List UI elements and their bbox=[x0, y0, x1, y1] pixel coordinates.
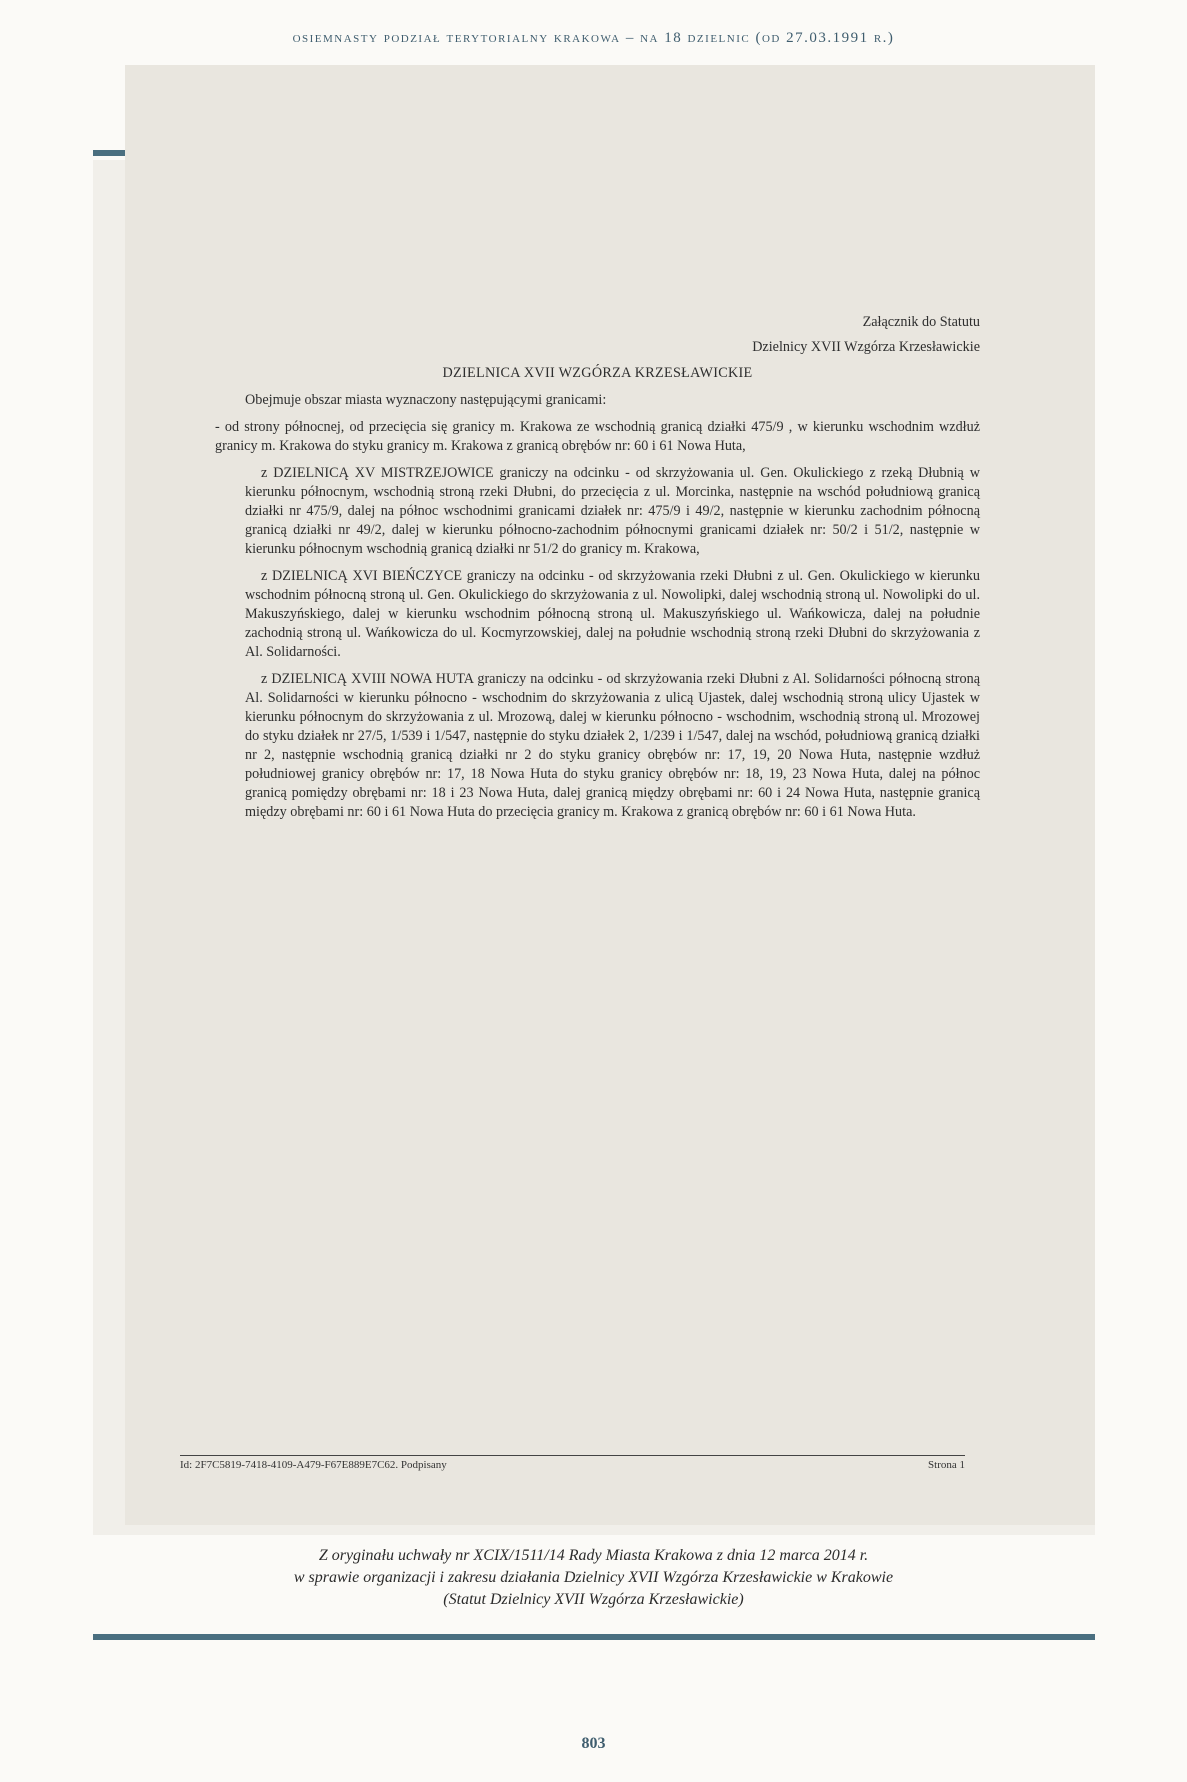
document-footer-rule bbox=[180, 1455, 965, 1456]
lead-sentence: Obejmuje obszar miasta wyznaczony następującymi granicami: bbox=[245, 392, 607, 408]
attachment-note bbox=[215, 310, 980, 360]
caption-line-2: w sprawie organizacji i zakresu działania Dzielnicy XVII Wzgórza Krzesławickie w Krakowie bbox=[293, 1569, 894, 1586]
bottom-rule bbox=[93, 1634, 1095, 1640]
boundary-paragraph-bienczyce: z DZIELNICĄ XVI BIEŃCZYCE graniczy na odcinku - od skrzyżowania rzeki Dłubni z ul. Gen. Okulickiego w kierunku wschodnim północną stroną ul. Gen. Okulickiego do skrzyżowania z ul. Nowolipki, dalej wschodnią stroną ul. Nowolipki do ul. Makuszyńskiego, dalej w kierunku wschodnim północną stroną ul. Makuszyńskiego ul. Wańkowicza, dalej na południe zachodnią stroną ul. Wańkowicza do ul. Kocmyrzowskiej, dalej na południe wschodnią stroną rzeki Dłubni do skrzyżowania z Al. Solidarności. bbox=[245, 568, 980, 660]
source-caption bbox=[0, 1545, 1187, 1611]
attachment-line-1: Załącznik do Statutu bbox=[862, 314, 980, 330]
caption-line-3: (Statut Dzielnicy XVII Wzgórza Krzesławickie) bbox=[443, 1591, 744, 1608]
running-head: osiemnasty podział terytorialny krakowa – na 18 dzielnic (od 27.03.1991 r.) bbox=[292, 30, 895, 46]
boundary-paragraph-nowa-huta: z DZIELNICĄ XVIII NOWA HUTA graniczy na odcinku - od skrzyżowania rzeki Dłubni z Al. Solidarności północną stroną Al. Solidarności w kierunku północno - wschodnim do skrzyżowania z ulicą Ujastek, dalej wschodnią stroną ulicy Ujastek w kierunku północnym do skrzyżowania z ul. Mrozową, dalej w kierunku północno - wschodnim, wschodnią stroną ul. Mrozowej do styku działek nr 27/5, 1/539 i 1/547, następnie do styku działek 2, 1/239 i 1/547, dalej na wschód, południową granicą działki nr 2, następnie wschodnią granicą działki nr 2 do styku granicy obrębów nr: 17, 19, 20 Nowa Huta, następnie wzdłuż południowej granicy obrębów nr: 17, 18 Nowa Huta do styku granicy obrębów nr: 18, 19, 23 Nowa Huta, dalej na północ granicą pomiędzy obrębami nr: 18 i 23 Nowa Huta, dalej granicą między obrębami nr: 60 i 24 Nowa Huta, następnie granicą między obrębami nr: 60 i 61 Nowa Huta do przecięcia granicy m. Krakowa z granicą obrębów nr: 60 i 61 Nowa Huta. bbox=[245, 671, 980, 820]
boundary-paragraph-north: - od strony północnej, od przecięcia się granicy m. Krakowa ze wschodnią granicą działki 475/9 , w kierunku wschodnim wzdłuż granicy m. Krakowa do styku granicy m. Krakowa z granicą obrębów nr: 60 i 61 Nowa Huta, bbox=[215, 419, 980, 454]
boundary-paragraph-mistrzejowice: z DZIELNICĄ XV MISTRZEJOWICE graniczy na odcinku - od skrzyżowania ul. Gen. Okulickiego z rzeką Dłubnią w kierunku północnym, wschodnią stroną rzeki Dłubni, do przecięcia z ul. Morcinka, następnie na wschód południową granicą działki nr 475/9, dalej na północ wschodnimi granicami działek nr: 475/9 i 49/2, następnie w kierunku zachodnim północną granicą działki nr 49/2, dalej w kierunku północno-zachodnim północnymi granicami działek nr: 50/2 i 51/2, następnie w kierunku północnym wschodnią granicą działki nr 51/2 do granicy m. Krakowa, bbox=[245, 465, 980, 557]
attachment-line-2: Dzielnicy XVII Wzgórza Krzesławickie bbox=[752, 339, 980, 355]
caption-line-1: Z oryginału uchwały nr XCIX/1511/14 Rady Miasta Krakowa z dnia 12 marca 2014 r. bbox=[318, 1547, 869, 1564]
page-number: 803 bbox=[581, 1735, 606, 1752]
document-page-label: Strona 1 bbox=[928, 1459, 965, 1471]
document-id: Id: 2F7C5819-7418-4109-A479-F67E889E7C62. Podpisany bbox=[180, 1459, 447, 1471]
document-title: DZIELNICA XVII WZGÓRZA KRZESŁAWICKIE bbox=[442, 365, 753, 381]
document-body bbox=[215, 310, 980, 822]
